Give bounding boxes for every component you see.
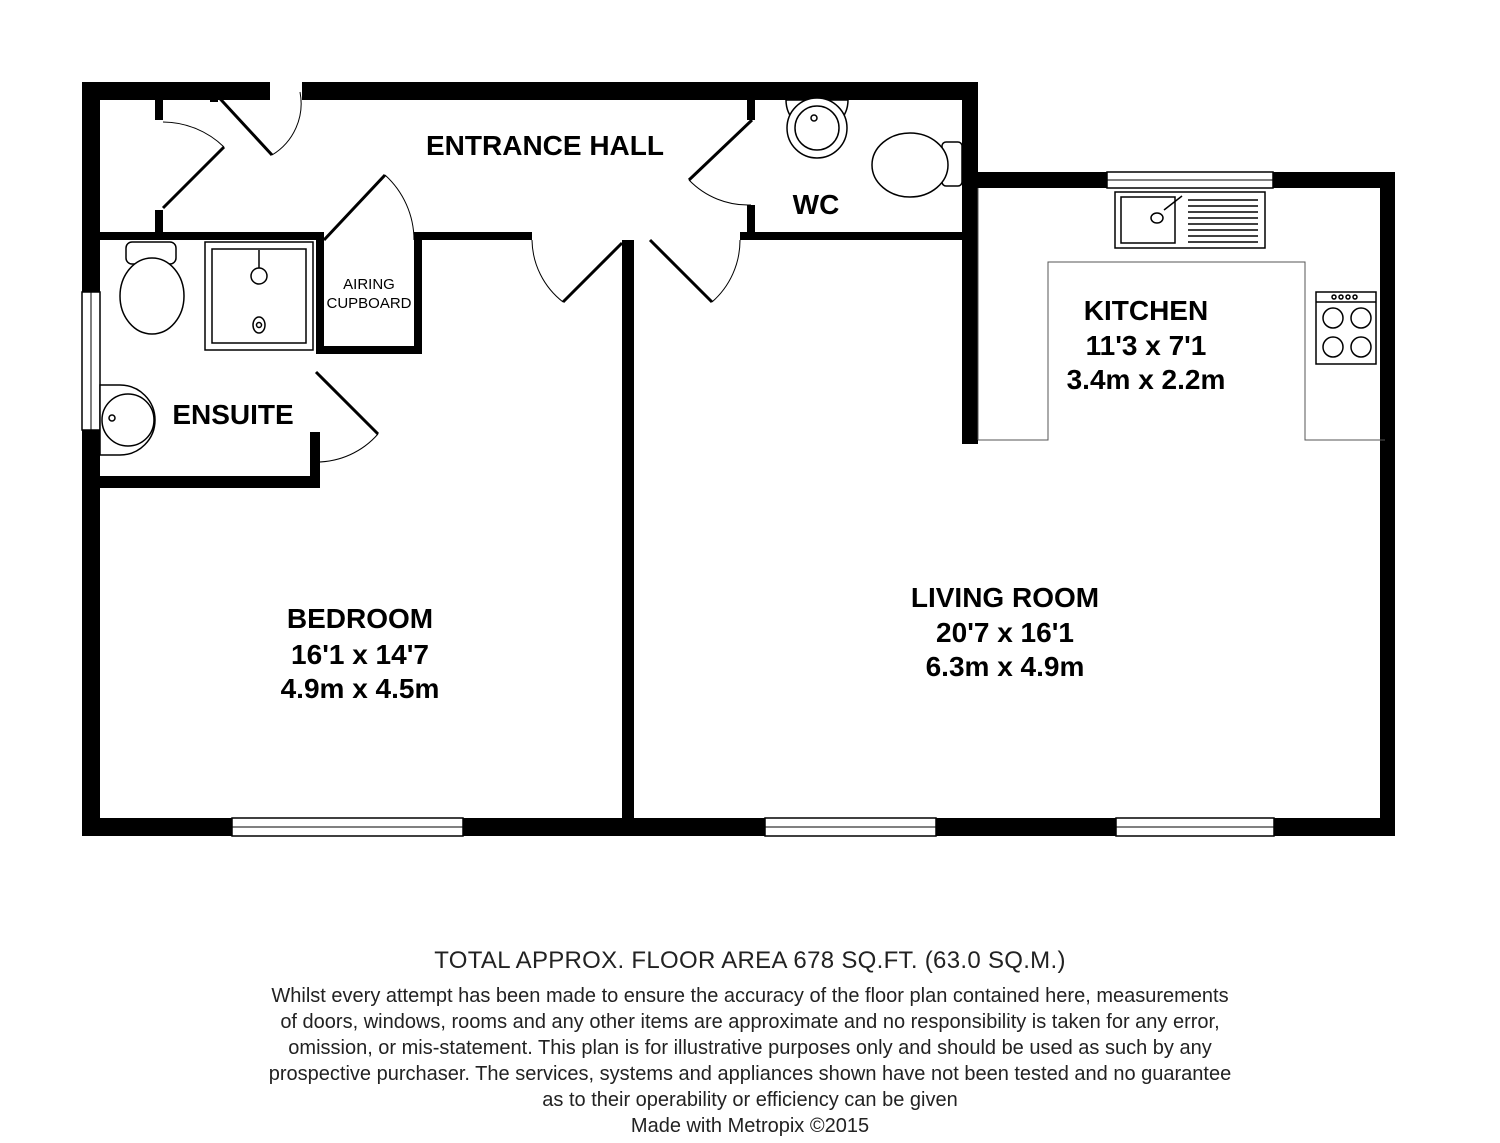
disclaimer-line: omission, or mis-statement. This plan is for illustrative purposes only and should be used as such by any xyxy=(288,1037,1212,1059)
room-size-imperial-living-room: 20'7 x 16'1 xyxy=(936,617,1074,648)
room-name-living-room: LIVING ROOM xyxy=(910,582,1100,613)
room-size-metric-bedroom: 4.9m x 4.5m xyxy=(280,673,440,704)
room-name-wc: WC xyxy=(792,189,840,220)
wc-toilet-icon xyxy=(872,133,962,197)
room-size-imperial-kitchen: 11'3 x 7'1 xyxy=(1085,330,1207,361)
disclaimer-line: prospective purchaser. The services, systems and appliances shown have not been tested and no guarantee xyxy=(268,1063,1232,1085)
room-name-kitchen: KITCHEN xyxy=(1083,295,1209,326)
disclaimer-line: of doors, windows, rooms and any other items are approximate and no responsibility is taken for any error, xyxy=(280,1011,1220,1033)
room-name-ensuite: ENSUITE xyxy=(172,399,294,430)
room-name-bedroom: BEDROOM xyxy=(286,603,434,634)
disclaimer xyxy=(0,983,1500,1139)
room-name-airing-cupboard-2: CUPBOARD xyxy=(326,295,412,312)
room-size-imperial-bedroom: 16'1 x 14'7 xyxy=(291,639,429,670)
shower-icon xyxy=(205,242,313,350)
room-name-entrance-hall: ENTRANCE HALL xyxy=(426,130,664,161)
wc-basin-icon xyxy=(786,98,848,158)
total-floor-area: TOTAL APPROX. FLOOR AREA 678 SQ.FT. (63.0 SQ.M.) xyxy=(434,947,1066,974)
credit: Made with Metropix ©2015 xyxy=(630,1115,870,1137)
room-name-airing-cupboard-1: AIRING xyxy=(343,276,395,293)
toilet-icon xyxy=(120,242,184,334)
disclaimer-line: as to their operability or efficiency can be given xyxy=(542,1089,958,1111)
basin-icon xyxy=(100,385,155,455)
room-size-metric-living-room: 6.3m x 4.9m xyxy=(925,651,1085,682)
room-size-metric-kitchen: 3.4m x 2.2m xyxy=(1066,364,1226,395)
internal-walls xyxy=(100,90,978,836)
hob-icon xyxy=(1316,292,1376,364)
disclaimer-line: Whilst every attempt has been made to ensure the accuracy of the floor plan contained here, measurements xyxy=(271,985,1229,1007)
